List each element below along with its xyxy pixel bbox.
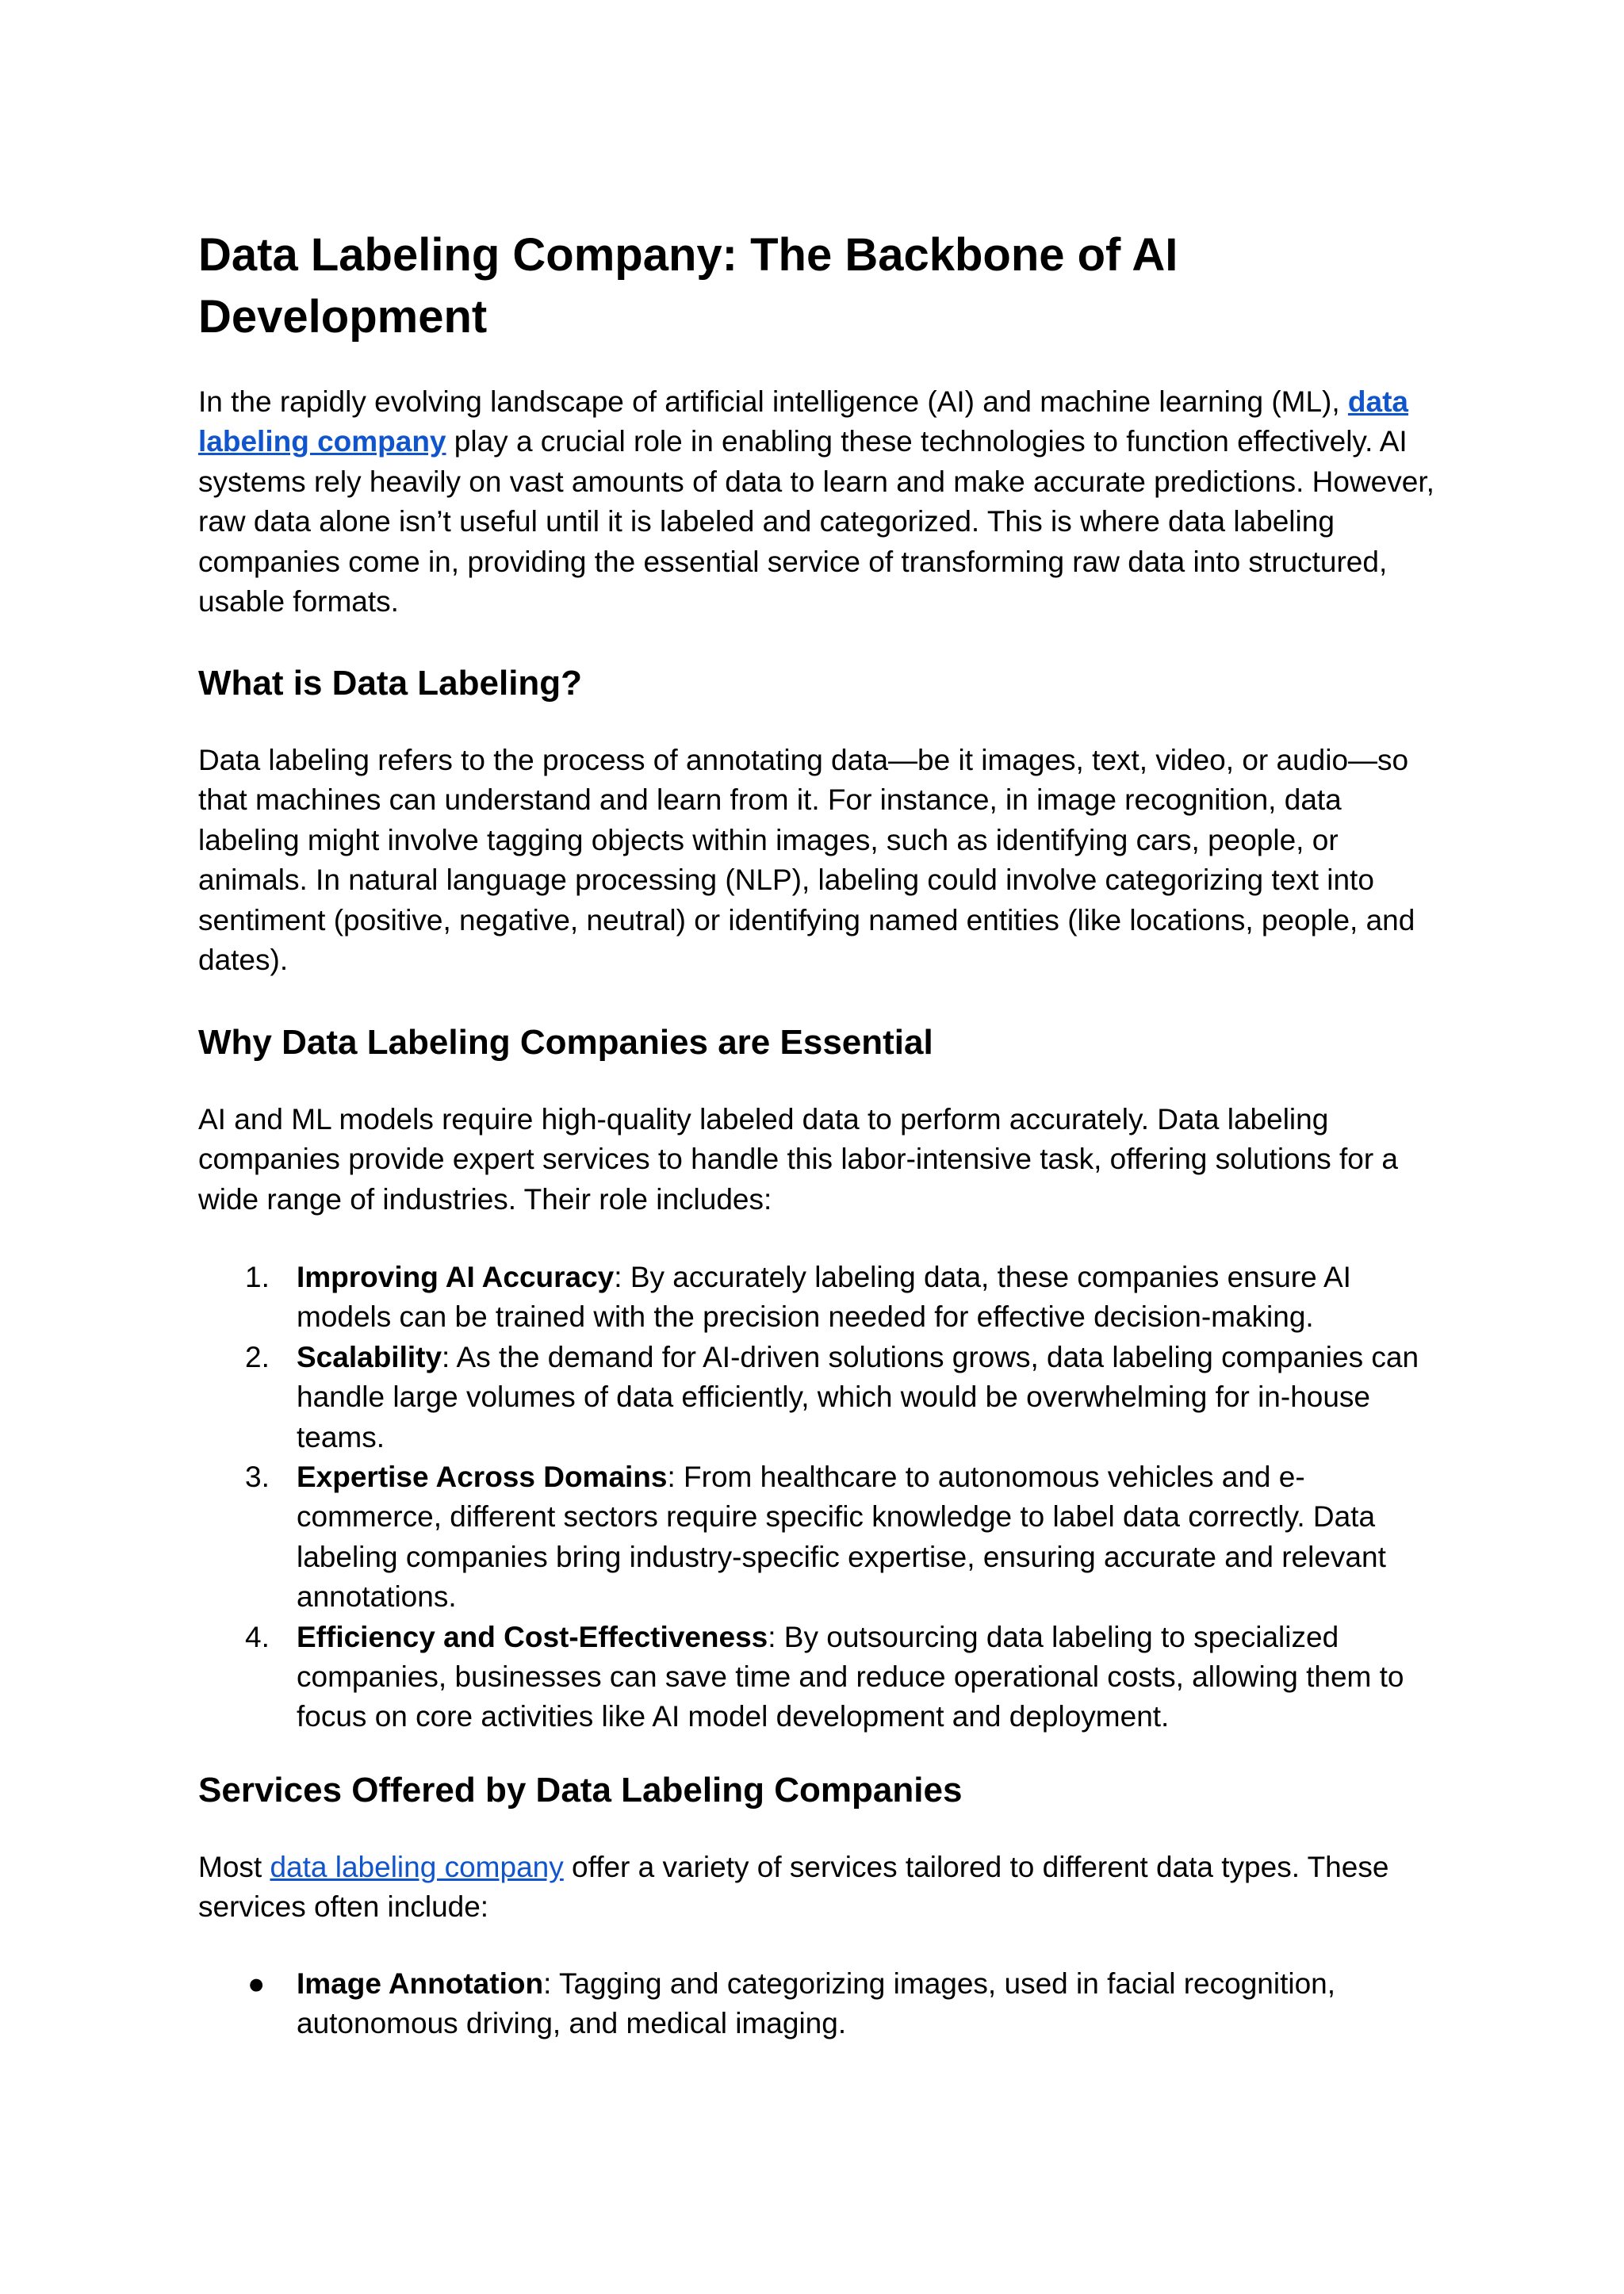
services-list [198, 1964, 1443, 2044]
list-item [198, 1457, 1443, 1618]
section-heading-what-is-data-labeling: What is Data Labeling? [198, 664, 583, 703]
section3-text-end: offer a variety of services tailored to different data types. These services often include: [198, 1851, 1389, 1924]
intro-text-start: In the rapidly evolving landscape of artificial intelligence (AI) and machine learning (ML), [198, 385, 1348, 418]
intro-text-end: play a crucial role in enabling these technologies to function effectively. AI systems rely heavily on vast amounts of data to learn and make accurate predictions. However, raw data alone isn’t useful until it is labeled and categorized. This is where data labeling companies come in, providing the essential service of transforming raw data into structured, usable formats. [198, 425, 1434, 618]
bullet-icon: ● [247, 1967, 266, 2000]
list-item [198, 1338, 1443, 1457]
list-item-term: Improving AI Accuracy [297, 1261, 615, 1293]
list-item-term: Image Annotation [297, 1967, 544, 2000]
section2-paragraph: AI and ML models require high-quality labeled data to perform accurately. Data labeling companies provide expert services to handle this labor-intensive task, offering solutions for a wide range of industries. Their role includes: [198, 1103, 1399, 1216]
list-item-term: Scalability [297, 1340, 442, 1373]
list-item-desc: : By outsourcing data labeling to specialized companies, businesses can save time and reduce operational costs, allowing them to focus on core activities like AI model development and deployment. [297, 1620, 1404, 1733]
list-number: 4. [245, 1620, 270, 1653]
list-item [198, 1618, 1443, 1737]
list-item-term: Efficiency and Cost-Effectiveness [297, 1620, 768, 1653]
section1-paragraph: Data labeling refers to the process of annotating data—be it images, text, video, or audio—so that machines can understand and learn from it. For instance, in image recognition, data labeling might involve tagging objects within images, such as identifying cars, people, or animals. In natural language processing (NLP), labeling could involve categorizing text into sentiment (positive, negative, neutral) or identifying named entities (like locations, people, and dates). [198, 744, 1415, 977]
section-heading-services-offered: Services Offered by Data Labeling Companies [198, 1771, 963, 1810]
list-number: 1. [245, 1261, 270, 1293]
section-heading-why-essential: Why Data Labeling Companies are Essential [198, 1023, 933, 1062]
list-item-desc: : As the demand for AI-driven solutions grows, data labeling companies can handle large volumes of data efficiently, which would be overwhelming for in-house teams. [297, 1340, 1419, 1453]
list-item [198, 1964, 1443, 2044]
role-list [198, 1258, 1443, 1737]
data-labeling-company-link[interactable]: data labeling company [198, 385, 1408, 458]
list-number: 3. [245, 1461, 270, 1494]
list-number: 2. [245, 1340, 270, 1373]
list-item-term: Expertise Across Domains [297, 1461, 668, 1494]
data-labeling-company-link-2[interactable]: data labeling company [270, 1851, 564, 1883]
intro-paragraph [198, 382, 1443, 622]
list-item-desc: : By accurately labeling data, these companies ensure AI models can be trained with the precision needed for effective decision-making. [297, 1261, 1351, 1334]
list-item [198, 1258, 1443, 1338]
list-item-desc: : Tagging and categorizing images, used in facial recognition, autonomous driving, and medical imaging. [297, 1967, 1336, 2040]
section3-paragraph [198, 1848, 1443, 1928]
document-title: Data Labeling Company: The Backbone of AI Development [198, 229, 1178, 343]
section3-text-start: Most [198, 1851, 270, 1883]
list-item-desc: : From healthcare to autonomous vehicles and e-commerce, different sectors require specific knowledge to label data correctly. Data labeling companies bring industry-specific expertise, ensuring accurate and relevant annotations. [297, 1461, 1386, 1614]
